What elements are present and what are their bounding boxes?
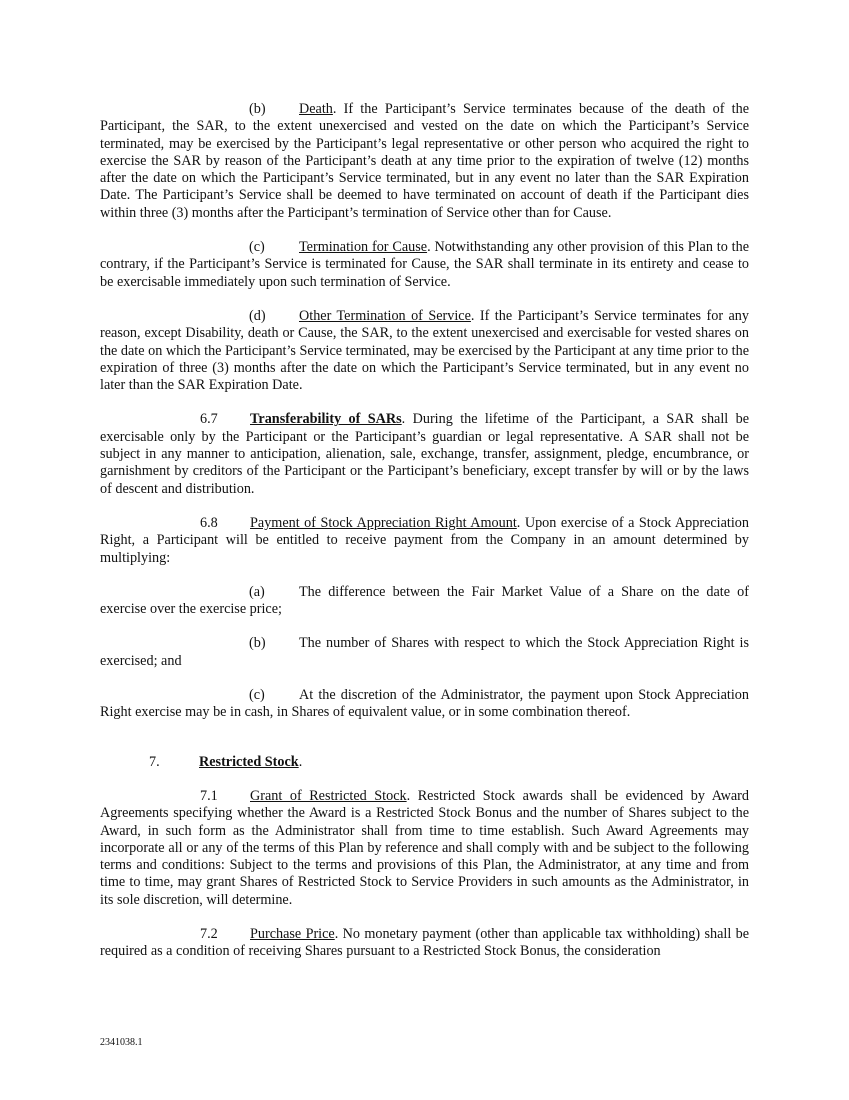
paragraph-text: . No monetary payment (other than applicable tax withholding) shall be required as a condition of receiving Shares pursuant to a Restricted Stock Bonus, the consideration bbox=[100, 925, 750, 960]
paragraph-text: . If the Participant’s Service terminates because of the death of the Participant, the SAR, to the extent unexercised and vested on the date on which the Participant’s Service terminated, may be exercised by the Participant’s legal representative or other person who acquired the right to exercise the SAR by reason of the Participant’s death at any time prior to the expiration of twelve (12) months after the date on which the Participant’s Service terminated, but in any event no later than the SAR Expiration Date. The Participant’s Service shall be deemed to have terminated on account of death if the Participant dies within three (3) months after the Participant’s termination of Service other than for Cause. bbox=[100, 101, 749, 221]
paragraph-7-1 bbox=[100, 788, 749, 909]
paragraph-termination-for-cause bbox=[100, 239, 749, 291]
paragraph-number: (c) bbox=[249, 687, 265, 704]
paragraph-number: (b) bbox=[249, 635, 266, 652]
section-7-heading bbox=[149, 754, 749, 771]
paragraph-text: . Restricted Stock awards shall be evidenced by Award Agreements specifying whether the Award is a Restricted Stock Bonus and the number of Shares subject to the Award, in such form as the Administrator shall from time to time establish. Such Award Agreements may incorporate all or any of the terms of this Plan by reference and shall comply with and be subject to the following terms and conditions: Subject to the terms and provisions of this Plan, the Administrator, at any time and from time to time, may grant Shares of Restricted Stock to Service Providers in such amounts as the Administrator, in its sole discretion, will determine. bbox=[100, 787, 749, 908]
section-title-period: . bbox=[298, 753, 303, 770]
document-page bbox=[100, 98, 749, 961]
section-title: Restricted Stock bbox=[199, 753, 299, 770]
paragraph-number: 7.1 bbox=[200, 787, 218, 804]
paragraph-6-8-b bbox=[100, 635, 749, 670]
section-number: 7. bbox=[149, 753, 160, 770]
paragraph-text: . Notwithstanding any other provision of this Plan to the contrary, if the Participant’s Service is terminated for Cause, the SAR shall terminate in its entirety and cease to be exercisable immediately upon such termination of Service. bbox=[100, 239, 749, 290]
paragraph-text: The number of Shares with respect to which the Stock Appreciation Right is exercised; and bbox=[100, 635, 749, 669]
paragraph-other-termination bbox=[100, 308, 749, 394]
paragraph-6-8-a bbox=[100, 584, 749, 619]
paragraph-heading: Death bbox=[299, 101, 333, 117]
paragraph-text: . If the Participant’s Service terminates for any reason, except Disability, death or Cause, the SAR, to the extent unexercised and exercisable for vested shares on the date on which the Participant’s Service terminated, may be exercised by the Participant at any time prior to the expiration of three (3) months after the date on which the Participant’s Service terminated, but in any event no later than the SAR Expiration Date. bbox=[100, 307, 749, 394]
paragraph-heading: Other Termination of Service bbox=[299, 307, 471, 324]
paragraph-number: (d) bbox=[249, 307, 266, 324]
paragraph-number: (b) bbox=[249, 101, 266, 117]
paragraph-7-2 bbox=[100, 926, 749, 961]
paragraph-6-7 bbox=[100, 411, 749, 497]
document-footer-id: 2341038.1 bbox=[100, 1037, 143, 1048]
paragraph-number: 6.7 bbox=[200, 411, 218, 428]
paragraph-heading: Payment of Stock Appreciation Right Amount bbox=[250, 514, 517, 531]
paragraph-6-8 bbox=[100, 515, 749, 567]
paragraph-death bbox=[100, 101, 749, 222]
paragraph-heading: Purchase Price bbox=[250, 925, 335, 942]
paragraph-number: (a) bbox=[249, 583, 265, 600]
paragraph-number: 6.8 bbox=[200, 514, 218, 531]
paragraph-number: (c) bbox=[249, 239, 265, 256]
paragraph-text: . Upon exercise of a Stock Appreciation Right, a Participant will be entitled to receive payment from the Company in an amount determined by multiplying: bbox=[100, 514, 749, 566]
paragraph-heading: Termination for Cause bbox=[299, 239, 428, 256]
paragraph-heading: Grant of Restricted Stock bbox=[250, 787, 407, 804]
paragraph-heading: Transferability of SARs bbox=[250, 411, 402, 428]
paragraph-text: At the discretion of the Administrator, the payment upon Stock Appreciation Right exercise may be in cash, in Shares of equivalent value, or in some combination thereof. bbox=[100, 687, 749, 721]
paragraph-6-8-c bbox=[100, 687, 749, 722]
paragraph-text: The difference between the Fair Market Value of a Share on the date of exercise over the exercise price; bbox=[100, 583, 749, 618]
paragraph-number: 7.2 bbox=[200, 925, 218, 942]
paragraph-text: . During the lifetime of the Participant, a SAR shall be exercisable only by the Participant or the Participant’s guardian or legal representative. A SAR shall not be subject in any manner to anticipation, alienation, sale, exchange, transfer, assignment, pledge, encumbrance, or garnishment by creditors of the Participant or the Participant’s beneficiary, except transfer by will or by the laws of descent and distribution. bbox=[100, 411, 750, 497]
